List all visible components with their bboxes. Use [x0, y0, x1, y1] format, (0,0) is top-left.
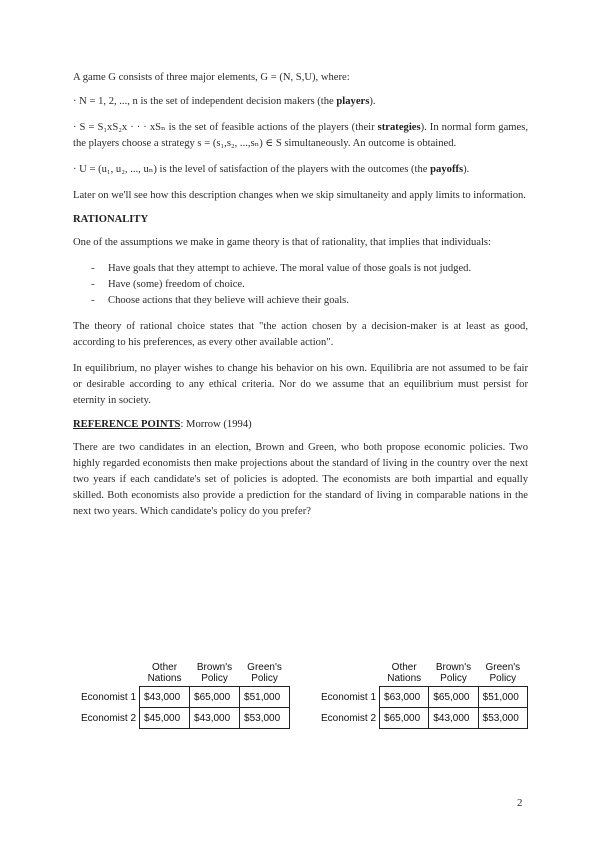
- list-item-text: Have (some) freedom of choice.: [108, 279, 245, 290]
- payoffs-definition: [73, 162, 528, 178]
- row-label: Economist 2: [81, 712, 137, 724]
- table-cell: $65,000: [190, 687, 240, 708]
- table-cell: $65,000: [380, 708, 429, 729]
- players-text: · N = 1, 2, ..., n is the set of independent decision makers (the: [73, 96, 337, 107]
- table-cell: $63,000: [380, 687, 429, 708]
- table-cell: $65,000: [429, 687, 478, 708]
- row-label: Economist 2: [321, 712, 377, 724]
- strategies-text: · S = S₁xS₂x · · · xSₙ is the set of feasible actions of the players (their: [73, 122, 378, 133]
- table-cell: $51,000: [478, 687, 527, 708]
- payoffs-text-end: ).: [463, 164, 470, 175]
- players-term: players: [336, 96, 370, 107]
- intro-paragraph: A game G consists of three major elements, G = (N, S,U), where:: [73, 72, 350, 83]
- dash-bullet: -: [91, 295, 95, 306]
- table-cell: $53,000: [240, 708, 290, 729]
- table-header-row: [78, 660, 290, 687]
- rationality-list: [73, 261, 528, 309]
- players-definition: [73, 94, 528, 110]
- row-label: Economist 1: [321, 691, 377, 703]
- reference-citation: : Morrow (1994): [180, 419, 252, 430]
- table-cell: $45,000: [140, 708, 190, 729]
- table-row: [78, 708, 290, 729]
- page-number: 2: [517, 797, 523, 809]
- payoffs-term: payoffs: [430, 164, 464, 175]
- list-item-text: Choose actions that they believe will achieve their goals.: [108, 295, 349, 306]
- table-cell: $53,000: [478, 708, 527, 729]
- payoff-tables: [78, 660, 528, 740]
- table-cell: $43,000: [140, 687, 190, 708]
- rationality-paragraph: One of the assumptions we make in game theory is that of rationality, that implies that individuals:: [73, 237, 491, 248]
- table-cell: $51,000: [240, 687, 290, 708]
- list-item: [73, 277, 528, 293]
- table-corner: [318, 660, 380, 687]
- equilibrium-paragraph: In equilibrium, no player wishes to change his behavior on his own. Equilibria are not assumed to be fair or desirable according to any ethical criteria. Nor do we assume that an equilibrium must persist for eternity in society.: [73, 363, 528, 406]
- header-other-nations: Other Nations: [387, 662, 422, 684]
- strategies-definition: [73, 120, 528, 152]
- table-row: [318, 687, 528, 708]
- reference-points-title: REFERENCE POINTS: [73, 419, 181, 430]
- rationality-heading: RATIONALITY: [73, 214, 149, 225]
- list-item: [73, 293, 528, 309]
- dash-bullet: -: [91, 279, 95, 290]
- payoffs-text: · U = (u₁, u₂, ..., uₙ) is the level of satisfaction of the players with the outcomes (the: [73, 164, 431, 175]
- reference-points-heading: [73, 419, 528, 430]
- row-label: Economist 1: [81, 691, 137, 703]
- table-cell: $43,000: [190, 708, 240, 729]
- right-projection-table: [318, 660, 528, 729]
- dash-bullet: -: [91, 263, 95, 274]
- list-item-text: Have goals that they attempt to achieve. The moral value of those goals is not judged.: [108, 263, 472, 274]
- header-browns-policy: Brown's Policy: [196, 662, 233, 684]
- strategies-term: strategies: [377, 122, 421, 133]
- table-header-row: [318, 660, 528, 687]
- list-item: [73, 261, 528, 277]
- simultaneity-note: Later on we'll see how this description changes when we skip simultaneity and apply limits to information.: [73, 190, 526, 201]
- page-content: [73, 70, 528, 530]
- left-projection-table: [78, 660, 290, 729]
- rational-choice-paragraph: The theory of rational choice states that "the action chosen by a decision-maker is at least as good, according to his preferences, as every other available action".: [73, 321, 528, 348]
- header-other-nations: Other Nations: [147, 662, 182, 684]
- header-greens-policy: Green's Policy: [485, 662, 521, 684]
- header-browns-policy: Brown's Policy: [435, 662, 472, 684]
- election-paragraph: There are two candidates in an election, Brown and Green, who both propose economic policies. Two highly regarded economists then make projections about the standard of living in the country over the next two years if each candidate's set of policies is adopted. The economists are both impartial and equally skilled. Both economists also provide a prediction for the standard of living in comparable nations in the next two years. Which candidate's policy do you prefer?: [73, 442, 528, 517]
- strategies-text-end: ). In normal form games, the players choose a strategy s = (s₁,s₂, ...,sₙ) ∈ S simultaneously. An outcome is obtained.: [73, 122, 528, 149]
- table-corner: [78, 660, 140, 687]
- table-row: [318, 708, 528, 729]
- table-cell: $43,000: [429, 708, 478, 729]
- table-row: [78, 687, 290, 708]
- players-text-end: ).: [369, 96, 376, 107]
- header-greens-policy: Green's Policy: [247, 662, 282, 684]
